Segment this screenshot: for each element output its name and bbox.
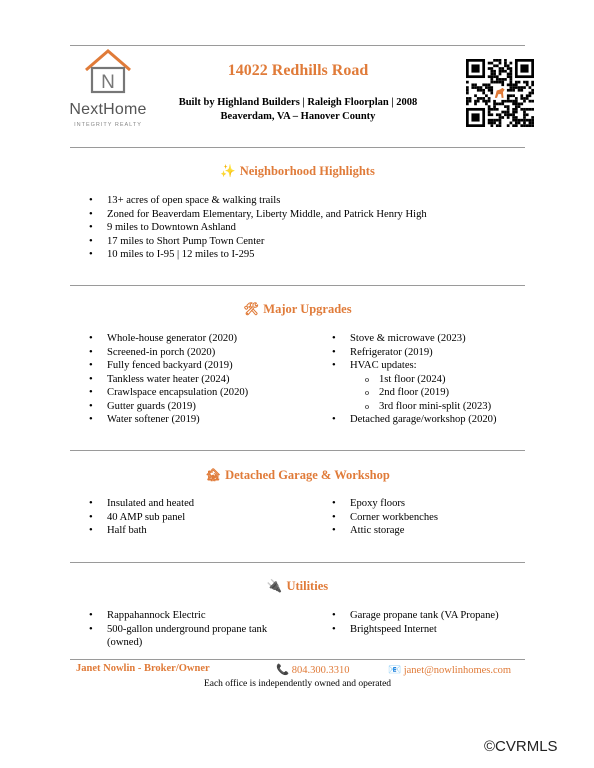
utilities-list-right (329, 609, 499, 636)
list-item: • Attic storage (329, 524, 438, 538)
tools-icon: 🛠 (243, 302, 260, 316)
logo-tagline: INTEGRITY REALTY (74, 122, 142, 128)
upgrades-list-right (329, 332, 497, 427)
divider (70, 285, 525, 286)
phone-icon: 📞 (276, 665, 290, 676)
sub-list-item: o 2nd floor (2019) (329, 386, 497, 400)
section-title-text: Major Upgrades (263, 302, 352, 316)
svg-text:N: N (101, 72, 115, 93)
divider (70, 450, 525, 451)
email-address[interactable]: janet@nowlinhomes.com (403, 665, 512, 676)
utilities-list-left (86, 609, 286, 649)
section-title-neighborhood (70, 164, 525, 179)
subtitle-builder: Built by Highland Builders | Raleigh Floorplan | 2008 (178, 97, 418, 108)
logo-brand: NextHome (69, 101, 147, 118)
plug-icon: 🔌 (266, 579, 283, 593)
list-item: • Stove & microwave (2023) (329, 332, 497, 346)
list-item: • 500-gallon underground propane tank (owned) (86, 623, 286, 649)
page-title: 14022 Redhills Road (227, 62, 369, 79)
neighborhood-list (86, 194, 427, 262)
list-item: • Water softener (2019) (86, 413, 248, 427)
list-item: • Gutter guards (2019) (86, 400, 248, 414)
list-item: • HVAC updates: (329, 359, 497, 373)
list-item: • 9 miles to Downtown Ashland (86, 221, 427, 235)
garage-list-left (86, 497, 194, 538)
email-icon: 📧 (388, 665, 402, 676)
section-title-upgrades (70, 302, 525, 317)
list-item: • 40 AMP sub panel (86, 511, 194, 525)
list-item: • Whole-house generator (2020) (86, 332, 248, 346)
list-item: • Tankless water heater (2024) (86, 373, 248, 387)
list-item: • Insulated and heated (86, 497, 194, 511)
list-item: • Garage propane tank (VA Propane) (329, 609, 499, 623)
section-title-utilities (70, 579, 525, 594)
list-item: • 10 miles to I-95 | 12 miles to I-295 (86, 248, 427, 262)
divider (70, 147, 525, 148)
section-title-garage (70, 468, 525, 483)
list-item: • Half bath (86, 524, 194, 538)
sub-list-item: o 3rd floor mini-split (2023) (329, 400, 497, 414)
list-item: • Corner workbenches (329, 511, 438, 525)
watermark: ©CVRMLS (484, 738, 558, 755)
list-item: • Fully fenced backyard (2019) (86, 359, 248, 373)
phone-number[interactable]: 804.300.3310 (291, 665, 350, 676)
agent-name: Janet Nowlin - Broker/Owner (76, 663, 210, 674)
list-item: • Zoned for Beaverdam Elementary, Liberty Middle, and Patrick Henry High (86, 208, 427, 222)
section-title-text: Detached Garage & Workshop (225, 468, 390, 482)
upgrades-list-left (86, 332, 248, 427)
nexthome-logo (62, 48, 154, 128)
section-title-text: Neighborhood Highlights (239, 164, 375, 178)
list-item: • Detached garage/workshop (2020) (329, 413, 497, 427)
list-item: • 13+ acres of open space & walking trails (86, 194, 427, 208)
list-item: • Rappahannock Electric (86, 609, 286, 623)
qr-code[interactable] (466, 59, 534, 127)
list-item: • Crawlspace encapsulation (2020) (86, 386, 248, 400)
section-title-text: Utilities (286, 579, 329, 593)
list-item: • Refrigerator (2019) (329, 346, 497, 360)
divider (70, 562, 525, 563)
footer-rule (70, 659, 525, 660)
list-item: • 17 miles to Short Pump Town Center (86, 235, 427, 249)
house-garden-icon: 🏚 (205, 468, 222, 482)
house-icon (83, 48, 133, 94)
agent-email[interactable] (388, 663, 511, 676)
top-rule (70, 45, 525, 46)
list-item: • Epoxy floors (329, 497, 438, 511)
sparkles-icon: ✨ (220, 164, 236, 178)
disclaimer: Each office is independently owned and operated (203, 679, 392, 689)
agent-phone[interactable] (276, 663, 349, 676)
list-item: • Brightspeed Internet (329, 623, 499, 637)
garage-list-right (329, 497, 438, 538)
list-item: • Screened-in porch (2020) (86, 346, 248, 360)
subtitle-location: Beaverdam, VA – Hanover County (220, 111, 376, 122)
sub-list-item: o 1st floor (2024) (329, 373, 497, 387)
